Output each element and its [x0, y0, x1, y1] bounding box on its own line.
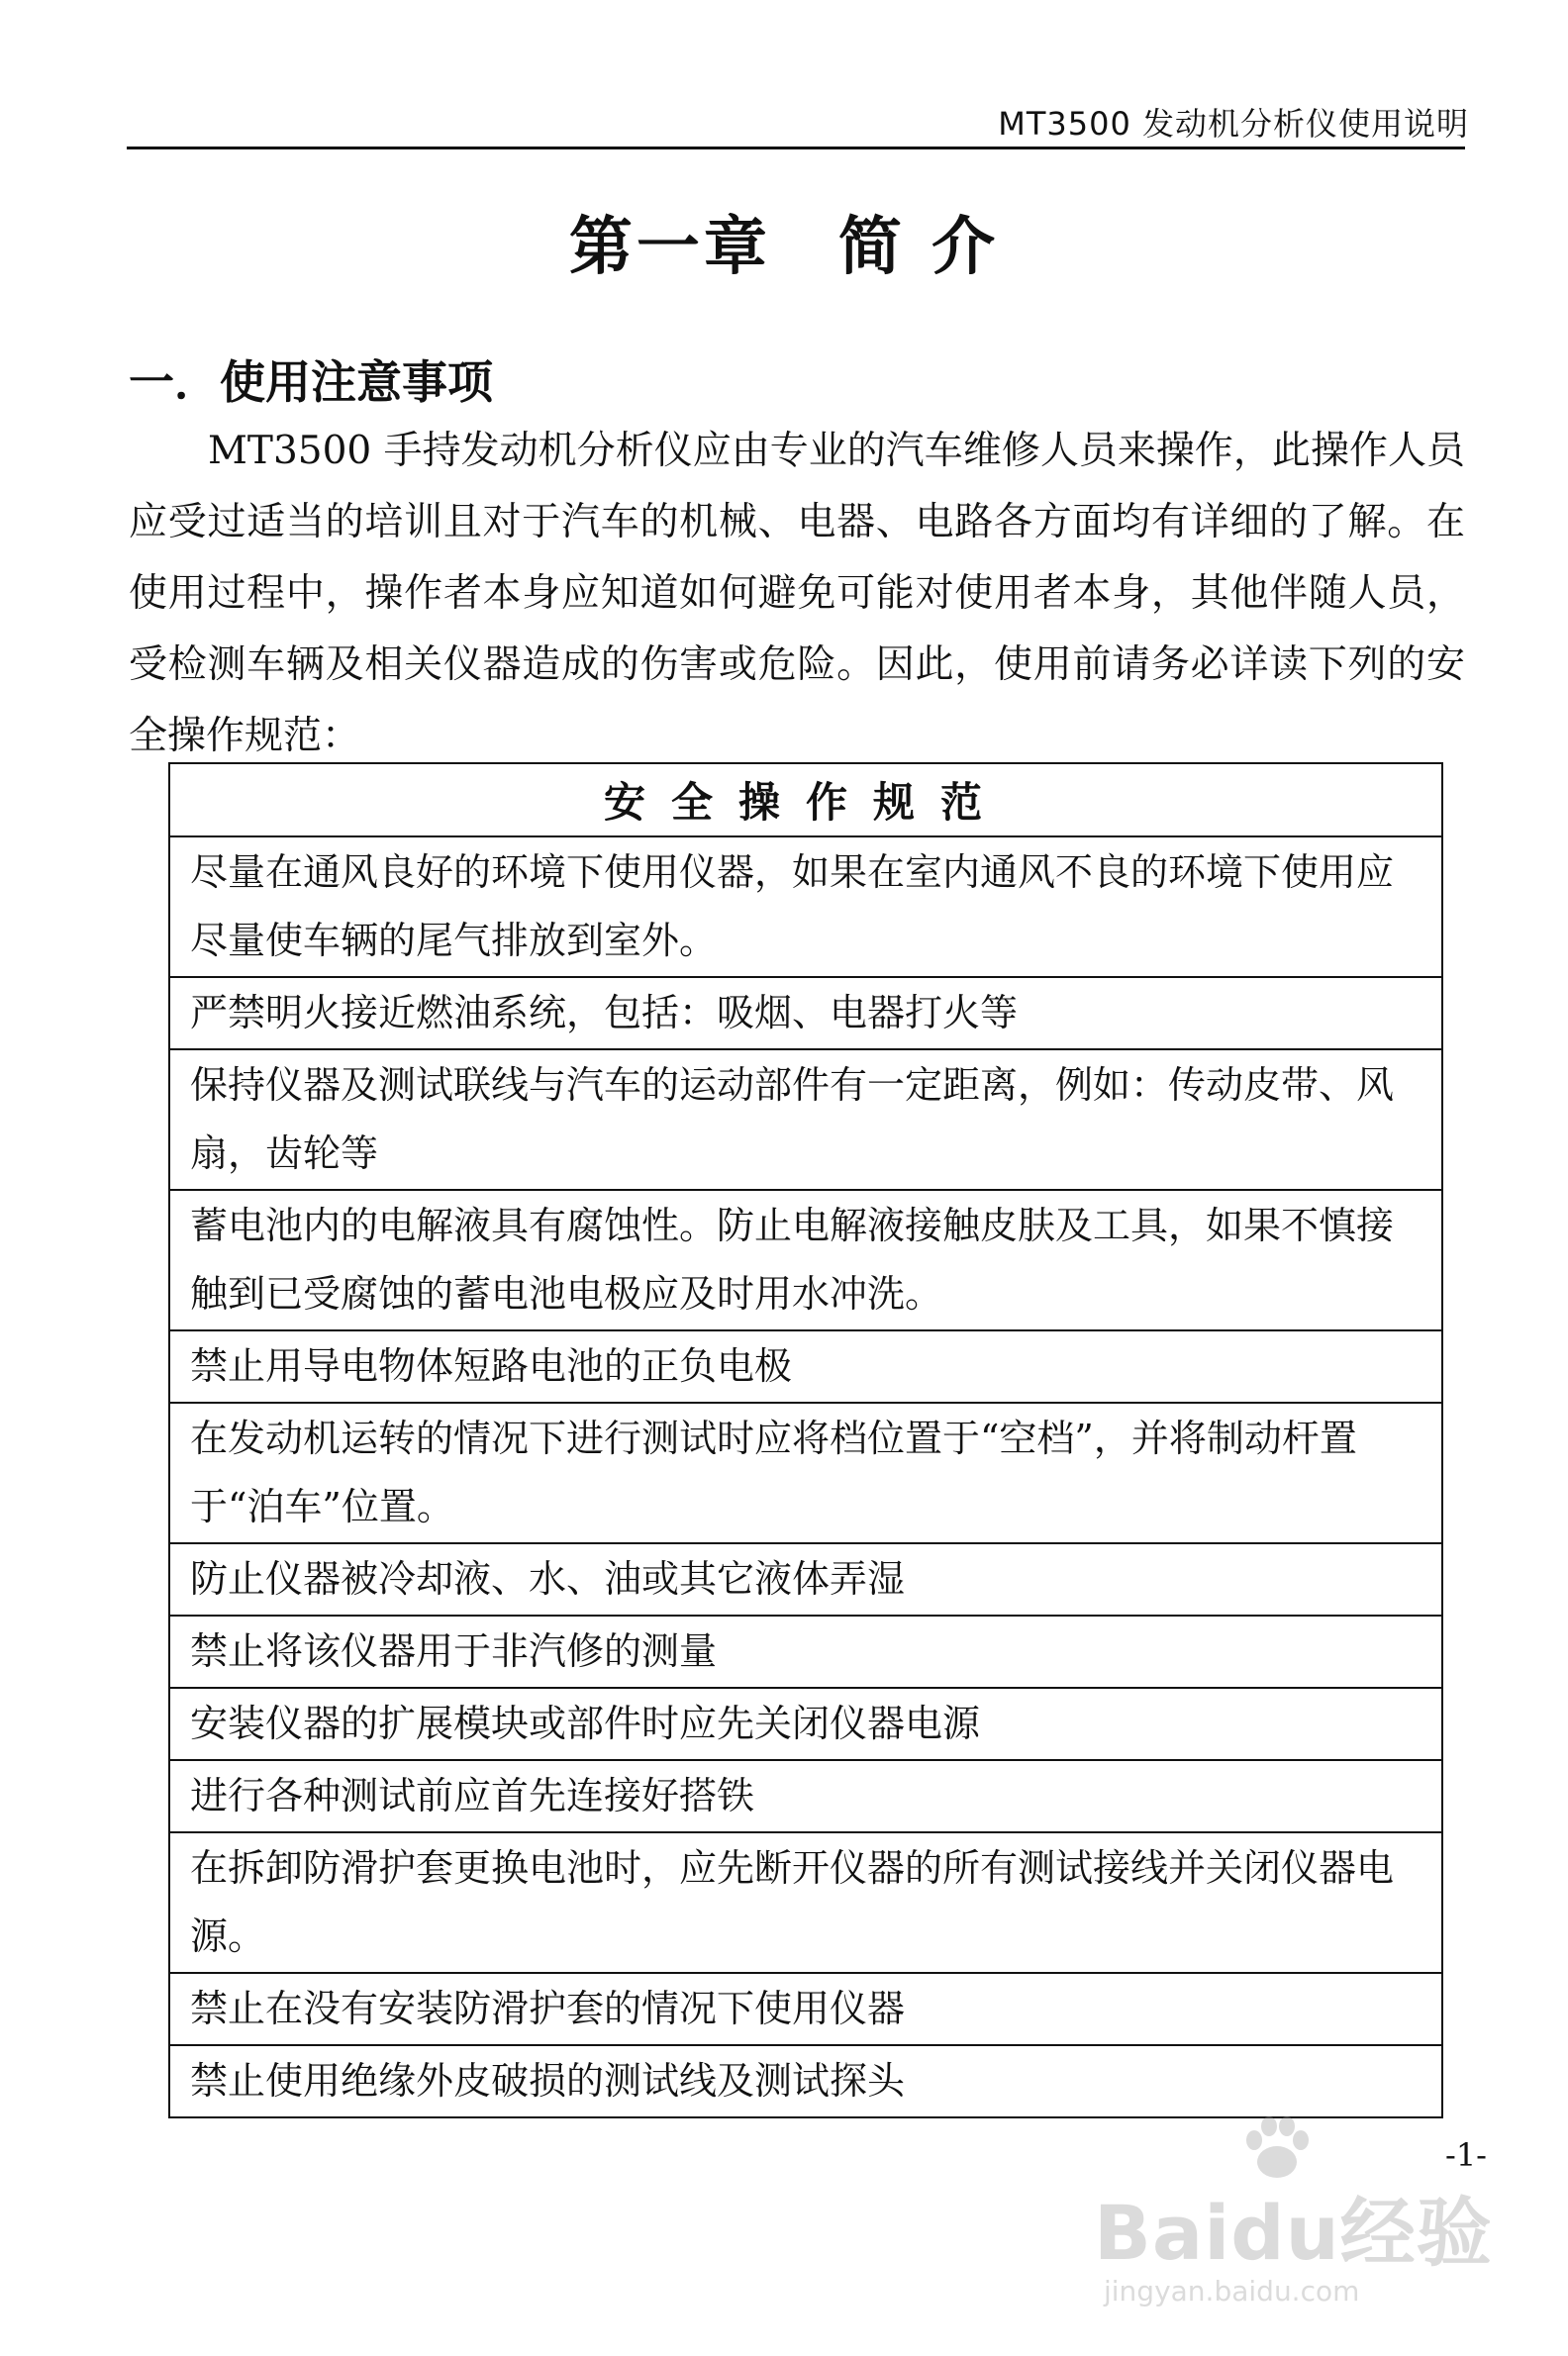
rule-cell: 在拆卸防滑护套更换电池时，应先断开仪器的所有测试接线并关闭仪器电源。	[169, 1832, 1442, 1973]
intro-paragraph: MT3500 手持发动机分析仪应由专业的汽车维修人员来操作，此操作人员应受过适当的培训且对于汽车的机械、电器、电路各方面均有详细的了解。在使用过程中，操作者本身应知道如何避免可能对使用者本身，其他伴随人员，受检测车辆及相关仪器造成的伤害或危险。因此，使用前请务必详读下列的安全操作规范：	[129, 429, 1465, 758]
header-rule	[127, 147, 1465, 149]
page-number: -1-	[1445, 2136, 1487, 2174]
rule-cell: 防止仪器被冷却液、水、油或其它液体弄湿	[169, 1543, 1442, 1616]
table-row	[169, 1330, 1442, 1403]
table-row	[169, 1190, 1442, 1330]
baidu-jingyan-watermark	[1074, 2099, 1519, 2326]
table-row	[169, 1973, 1442, 2045]
chapter-title: 第一章 简 介	[568, 211, 1000, 284]
table-row	[169, 1832, 1442, 1973]
rule-cell: 禁止在没有安装防滑护套的情况下使用仪器	[169, 1973, 1442, 2045]
table-header-row	[169, 763, 1442, 836]
table-row	[169, 1616, 1442, 1688]
watermark-logo-text: Baidu经验	[1094, 2189, 1493, 2277]
table-row	[169, 836, 1442, 977]
watermark-url: jingyan.baidu.com	[1104, 2275, 1360, 2307]
rule-cell: 安装仪器的扩展模块或部件时应先关闭仪器电源	[169, 1688, 1442, 1760]
rule-cell: 保持仪器及测试联线与汽车的运动部件有一定距离，例如：传动皮带、风扇，齿轮等	[169, 1049, 1442, 1190]
running-header-title: MT3500 发动机分析仪使用说明	[998, 105, 1469, 143]
rule-cell: 在发动机运转的情况下进行测试时应将档位置于“空档”，并将制动杆置于“泊车”位置。	[169, 1403, 1442, 1543]
safety-rules-table	[168, 762, 1443, 2118]
table-row	[169, 1688, 1442, 1760]
table-row	[169, 977, 1442, 1049]
rule-cell: 尽量在通风良好的环境下使用仪器，如果在室内通风不良的环境下使用应尽量使车辆的尾气排放到室外。	[169, 836, 1442, 977]
table-row	[169, 1403, 1442, 1543]
table-row	[169, 1543, 1442, 1616]
table-row	[169, 1760, 1442, 1832]
rule-cell: 严禁明火接近燃油系统，包括：吸烟、电器打火等	[169, 977, 1442, 1049]
rule-cell: 蓄电池内的电解液具有腐蚀性。防止电解液接触皮肤及工具，如果不慎接触到已受腐蚀的蓄电池电极应及时用水冲洗。	[169, 1190, 1442, 1330]
table-row	[169, 1049, 1442, 1190]
rule-cell: 进行各种测试前应首先连接好搭铁	[169, 1760, 1442, 1832]
rule-cell: 禁止将该仪器用于非汽修的测量	[169, 1616, 1442, 1688]
table-header: 安全操作规范	[169, 763, 1442, 836]
section-heading: 一．使用注意事项	[129, 355, 493, 409]
rule-cell: 禁止用导电物体短路电池的正负电极	[169, 1330, 1442, 1403]
rule-cell: 禁止使用绝缘外皮破损的测试线及测试探头	[169, 2045, 1442, 2117]
